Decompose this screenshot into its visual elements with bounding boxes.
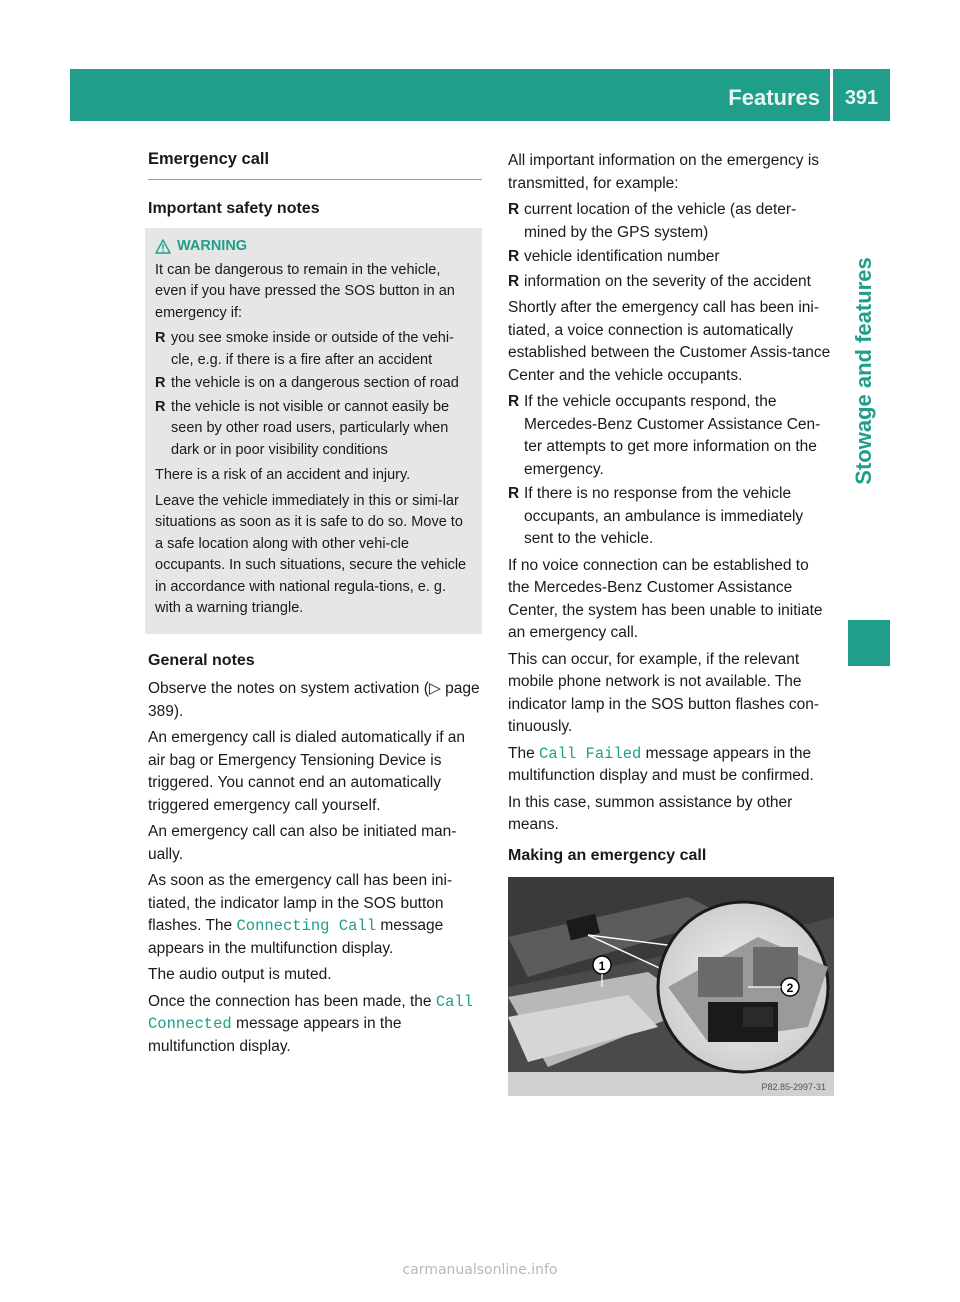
chapter-title: Features: [728, 85, 820, 110]
paragraph-soon: As soon as the emergency call has been ini-tiated, the indicator lamp in the SOS button flashes. The Connecting Call message appears in the multifunction display.: [148, 872, 453, 957]
right-column: [508, 150, 834, 1096]
paragraph-info: All important information on the emergency is transmitted, for example:: [508, 152, 820, 192]
page-header: [70, 69, 890, 121]
display-message: Connecting Call: [236, 917, 376, 935]
list-item: R information on the severity of the accident: [508, 272, 811, 290]
list-item: R vehicle identification number: [508, 248, 720, 265]
paragraph-auto: An emergency call is dialed automatically if an air bag or Emergency Tensioning Device is triggered. You cannot end an automatically triggered emergency call yourself.: [148, 729, 466, 814]
subheading-general: General notes: [148, 651, 255, 669]
watermark: carmanualsonline.info: [402, 1262, 558, 1278]
paragraph-muted: The audio output is muted.: [148, 966, 332, 983]
side-tab-marker: [848, 620, 890, 666]
warning-header: [155, 236, 474, 258]
warning-triangle-icon: [155, 239, 171, 254]
overhead-panel-illustration: [508, 877, 834, 1096]
response-list: [508, 391, 834, 551]
info-list: [508, 199, 834, 293]
warning-box: [145, 228, 482, 634]
page-reference-link[interactable]: page 389).: [148, 680, 480, 720]
subheading-safety: Important safety notes: [148, 199, 320, 217]
side-tab: [838, 121, 890, 621]
list-item: R the vehicle is not visible or cannot easily be seen by other road users, particularly when dark or in poor visibility conditions: [155, 398, 450, 458]
callout-2: 2: [786, 981, 794, 995]
side-tab-label: Stowage and features: [851, 257, 876, 485]
page-ref-arrow-icon: ▷: [428, 680, 441, 697]
paragraph-no-voice: If no voice connection can be established to the Mercedes-Benz Customer Assistance Center, the system has been unable to initiate an emergency call.: [508, 556, 823, 641]
paragraph-once: Once the connection has been made, the Call Connected message appears in the multifunction display.: [148, 992, 474, 1055]
warning-label: WARNING: [177, 238, 248, 254]
warning-list: [155, 328, 474, 461]
figure-code: P82.85-2997-31: [761, 1082, 826, 1092]
warning-advice: Leave the vehicle immediately in this or simi-lar situations as soon as it is safe to do so. Move to a safe location along with other vehi-cle occupants. In such situations, secure the vehicle in accordance with national regula-tions, e. g. with a warning triangle.: [155, 492, 467, 616]
display-message: Call Connected: [148, 992, 474, 1033]
paragraph-can-occur: This can occur, for example, if the relevant mobile phone network is not available. The indicator lamp in the SOS button flashes con-tinuously.: [508, 650, 820, 735]
callout-1: 1: [598, 959, 606, 973]
left-column: [148, 148, 482, 1062]
section-title: Emergency call: [148, 148, 482, 180]
display-message: Call Failed: [539, 744, 642, 763]
list-item: R current location of the vehicle (as deter-mined by the GPS system): [508, 201, 797, 241]
subheading-making: Making an emergency call: [508, 846, 707, 864]
warning-intro: It can be dangerous to remain in the vehicle, even if you have pressed the SOS button in an emergency if:: [155, 261, 455, 321]
paragraph-observe: Observe the notes on system activation (▷ page 389).: [148, 680, 480, 720]
list-item: R you see smoke inside or outside of the vehi-cle, e.g. if there is a fire after an accident: [155, 330, 454, 368]
list-item: R the vehicle is on a dangerous section of road: [155, 375, 459, 391]
overhead-control-panel-figure: [508, 877, 834, 1096]
page-number: 391: [844, 87, 879, 109]
list-item: R If the vehicle occupants respond, the Mercedes-Benz Customer Assistance Cen-ter attempts to get more information on the emergency.: [508, 393, 821, 478]
paragraph-shortly: Shortly after the emergency call has been ini-tiated, a voice connection is automatically established between the Customer Assis-tance Center and the vehicle occupants.: [508, 299, 831, 384]
paragraph-failed: The Call Failed message appears in the multifunction display and must be confirmed.: [508, 744, 814, 784]
paragraph-summon: In this case, summon assistance by other means.: [508, 793, 793, 833]
warning-risk: There is a risk of an accident and injury.: [155, 467, 411, 483]
list-item: R If there is no response from the vehicle occupants, an ambulance is immediately sent to the vehicle.: [508, 485, 804, 547]
paragraph-manual: An emergency call can also be initiated man-ually.: [148, 823, 457, 863]
